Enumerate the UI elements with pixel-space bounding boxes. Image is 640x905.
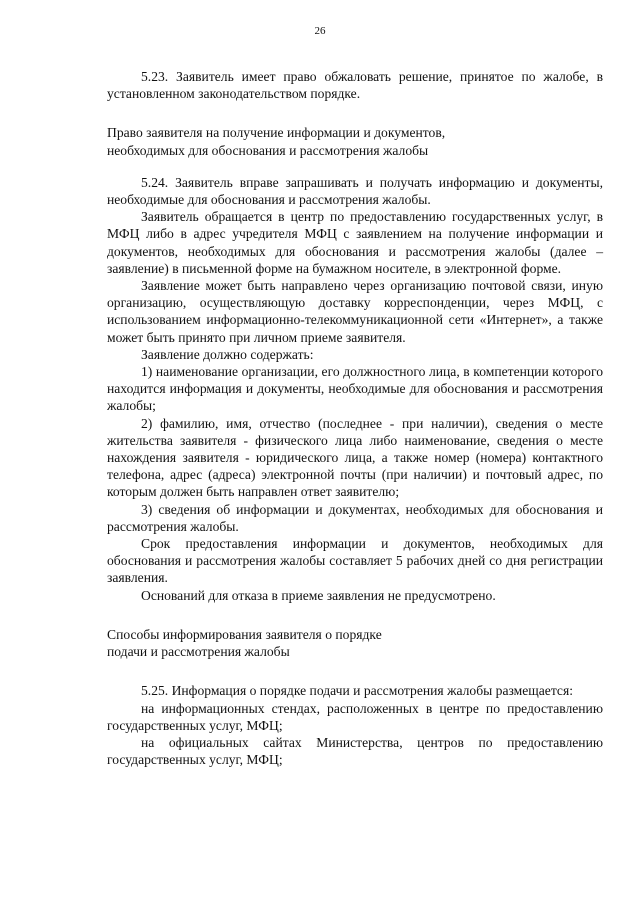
list-item-2: 2) фамилию, имя, отчество (последнее - при наличии), сведения о месте жительства заявителя - физического лица либо наименование, сведения о месте нахождения заявителя - юридического лица, а также номер (номера) контактного телефона, адрес (адреса) электронной почты (при наличии) и почтовый адрес, по которым должен быть направлен ответ заявителю; xyxy=(107,415,603,500)
document-body xyxy=(107,68,603,768)
page-number: 26 xyxy=(314,25,326,37)
paragraph-5-23: 5.23. Заявитель имеет право обжаловать решение, принятое по жалобе, в установленном законодательством порядке. xyxy=(107,69,603,102)
paragraph-5-24: 5.24. Заявитель вправе запрашивать и получать информацию и документы, необходимые для обоснования и рассмотрения жалобы. xyxy=(107,174,603,208)
paragraph-applicant-request: Заявитель обращается в центр по предоставлению государственных услуг, в МФЦ либо в адрес учредителя МФЦ с заявлением на получение информации и документов, необходимых для обоснования и рассмотрения жалобы (далее – заявление) в письменной форме на бумажном носителе, в электронной форме. xyxy=(107,209,603,276)
section-heading-2-line-1: Способы информирования заявителя о порядке xyxy=(107,626,382,642)
bullet-info-stands: на информационных стендах, расположенных в центре по предоставлению государственных услуг, МФЦ; xyxy=(107,700,603,733)
paragraph-5-25: 5.25. Информация о порядке подачи и рассмотрения жалобы размещается: xyxy=(141,683,573,699)
paragraph-term: Срок предоставления информации и документов, необходимых для обоснования и рассмотрения жалобы составляет 5 рабочих дней со дня регистрации заявления. xyxy=(107,536,603,586)
list-item-1: 1) наименование организации, его должностного лица, в компетенции которого находится информация и документы, необходимые для обоснования и рассмотрения жалобы; xyxy=(107,364,603,414)
paragraph-refusal: Оснований для отказа в приеме заявления не предусмотрено. xyxy=(141,587,496,603)
section-heading-2-line-2: подачи и рассмотрения жалобы xyxy=(107,644,290,660)
section-heading-line-2: необходимых для обоснования и рассмотрения жалобы xyxy=(107,142,429,158)
paragraph-submission-methods: Заявление может быть направлено через организацию почтовой связи, иную организацию, осуществляющую доставку корреспонденции, через МФЦ, с использованием информационно-телекоммуникационной сети «Интернет», а также может быть принято при личном приеме заявителя. xyxy=(107,278,603,345)
section-heading-line-1: Право заявителя на получение информации и документов, xyxy=(107,125,446,141)
paragraph-contents-intro: Заявление должно содержать: xyxy=(141,346,314,362)
list-item-3: 3) сведения об информации и документах, необходимых для обоснования и рассмотрения жалобы. xyxy=(107,501,603,534)
bullet-official-sites: на официальных сайтах Министерства, центров по предоставлению государственных услуг, МФЦ; xyxy=(107,734,603,768)
